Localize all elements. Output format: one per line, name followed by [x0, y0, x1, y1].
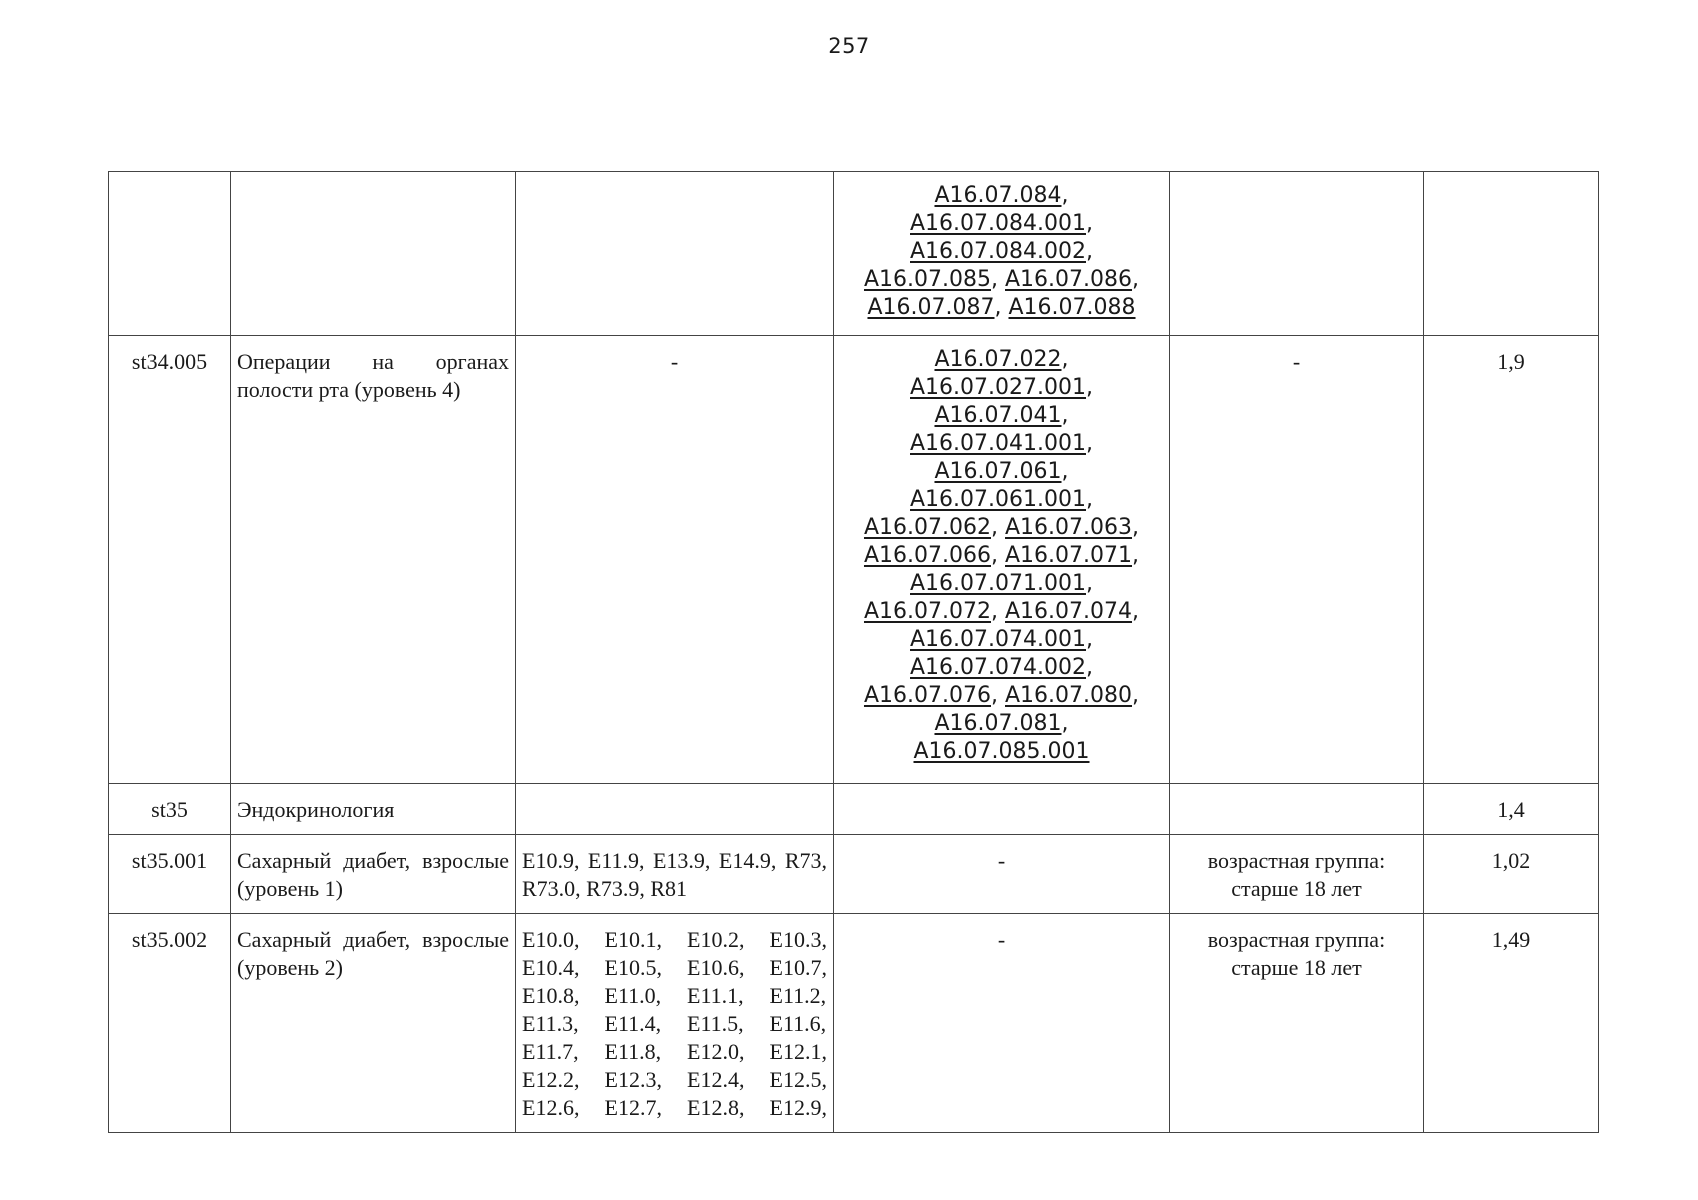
diagnosis-code: E11.0,	[604, 983, 662, 1008]
cell-services	[834, 336, 1170, 784]
cell-diagnoses	[516, 172, 834, 336]
diagnosis-code: E11.6,	[769, 1011, 827, 1036]
diagnosis-code: E10.8,	[522, 983, 580, 1008]
cell-services: -	[834, 835, 1170, 914]
diagnosis-code: E12.2,	[522, 1067, 580, 1092]
service-code-link[interactable]: A16.07.085	[863, 267, 991, 292]
diagnosis-code: E12.3,	[604, 1067, 662, 1092]
services-line: A16.07.041.001,	[910, 431, 1093, 456]
cell-diagnoses: -	[516, 336, 834, 784]
table-row	[109, 336, 1599, 784]
diagnosis-code: E11.1,	[687, 983, 744, 1008]
services-line: A16.07.066, A16.07.071,	[863, 543, 1140, 568]
service-code-link[interactable]: A16.07.084.001	[910, 211, 1086, 236]
service-code-link[interactable]: A16.07.074.001	[910, 627, 1086, 652]
services-line: A16.07.087, A16.07.088	[867, 295, 1136, 320]
cell-other: возрастная группа: старше 18 лет	[1170, 914, 1424, 1133]
cell-coef	[1424, 172, 1599, 336]
service-code-link[interactable]: A16.07.084	[934, 183, 1062, 208]
diagnosis-code: E12.0,	[687, 1039, 745, 1064]
service-code-link[interactable]: A16.07.071.001	[910, 571, 1086, 596]
cell-diagnoses	[516, 784, 834, 835]
table-row	[109, 172, 1599, 336]
services-line: A16.07.084.002,	[910, 239, 1093, 264]
diagnosis-code: E11.2,	[769, 983, 827, 1008]
services-line: A16.07.074.002,	[910, 655, 1093, 680]
services-line: A16.07.061,	[934, 459, 1069, 484]
cell-code: st35	[109, 784, 231, 835]
services-line: A16.07.027.001,	[910, 375, 1093, 400]
cell-other	[1170, 784, 1424, 835]
diagnosis-code: E12.1,	[769, 1039, 827, 1064]
service-code-link[interactable]: A16.07.087	[867, 295, 995, 320]
services-list	[840, 182, 1163, 322]
services-line: A16.07.084,	[934, 183, 1069, 208]
page-number: 257	[828, 34, 870, 58]
services-line: A16.07.041,	[934, 403, 1069, 428]
diagnosis-code: E11.3,	[522, 1011, 579, 1036]
cell-diagnoses: E10.9, E11.9, E13.9, E14.9, R73, R73.0, R73.9, R81	[516, 835, 834, 914]
service-code-link[interactable]: A16.07.022	[934, 347, 1062, 372]
diagnosis-code: E12.8,	[687, 1095, 745, 1120]
service-code-link[interactable]: A16.07.062	[863, 515, 991, 540]
cell-diagnoses	[516, 914, 834, 1133]
diagnosis-code: E10.5,	[604, 955, 662, 980]
diagnosis-code: E12.7,	[604, 1095, 662, 1120]
cell-coef: 1,4	[1424, 784, 1599, 835]
service-code-link[interactable]: A16.07.061.001	[910, 487, 1086, 512]
diagnosis-code: E11.7,	[522, 1039, 579, 1064]
service-code-link[interactable]: A16.07.080	[1005, 683, 1133, 708]
table-row	[109, 835, 1599, 914]
services-line: A16.07.022,	[934, 347, 1069, 372]
service-code-link[interactable]: A16.07.027.001	[910, 375, 1086, 400]
cell-other	[1170, 172, 1424, 336]
services-line: A16.07.074.001,	[910, 627, 1093, 652]
cell-name: Эндокринология	[231, 784, 516, 835]
diagnoses-grid	[522, 926, 827, 1122]
diagnosis-code: E12.9,	[769, 1095, 827, 1120]
diagnosis-code: E10.6,	[687, 955, 745, 980]
diagnosis-code: E10.7,	[769, 955, 827, 980]
service-code-link[interactable]: A16.07.086	[1005, 267, 1133, 292]
cell-name	[231, 172, 516, 336]
cell-code: st35.002	[109, 914, 231, 1133]
service-code-link[interactable]: A16.07.041.001	[910, 431, 1086, 456]
services-line: A16.07.072, A16.07.074,	[863, 599, 1140, 624]
diagnosis-code: E11.5,	[687, 1011, 744, 1036]
diagnosis-code: E12.6,	[522, 1095, 580, 1120]
cell-coef: 1,49	[1424, 914, 1599, 1133]
cell-name: Сахарный диабет, взрослые (уровень 1)	[231, 835, 516, 914]
diagnosis-code: E11.8,	[604, 1039, 662, 1064]
service-code-link[interactable]: A16.07.066	[863, 543, 991, 568]
cell-code: st34.005	[109, 336, 231, 784]
cell-coef: 1,02	[1424, 835, 1599, 914]
service-code-link[interactable]: A16.07.072	[863, 599, 991, 624]
services-line: A16.07.062, A16.07.063,	[863, 515, 1140, 540]
services-line: A16.07.076, A16.07.080,	[863, 683, 1140, 708]
diagnosis-code: E10.4,	[522, 955, 580, 980]
cell-services	[834, 172, 1170, 336]
service-code-link[interactable]: A16.07.076	[863, 683, 991, 708]
service-code-link[interactable]: A16.07.071	[1005, 543, 1133, 568]
tariff-table	[108, 171, 1599, 1133]
diagnosis-code: E10.3,	[769, 927, 827, 952]
cell-other: возрастная группа: старше 18 лет	[1170, 835, 1424, 914]
services-line: A16.07.084.001,	[910, 211, 1093, 236]
service-code-link[interactable]: A16.07.085.001	[913, 739, 1090, 764]
services-line: A16.07.081,	[934, 711, 1069, 736]
services-line	[840, 738, 1163, 766]
cell-other: -	[1170, 336, 1424, 784]
service-code-link[interactable]: A16.07.063	[1005, 515, 1133, 540]
cell-services: -	[834, 914, 1170, 1133]
diagnosis-code: E12.5,	[769, 1067, 827, 1092]
service-code-link[interactable]: A16.07.061	[934, 459, 1062, 484]
service-code-link[interactable]: A16.07.041	[934, 403, 1062, 428]
service-code-link[interactable]: A16.07.088	[1008, 295, 1136, 320]
diagnosis-code: E11.4,	[604, 1011, 662, 1036]
service-code-link[interactable]: A16.07.074	[1005, 599, 1133, 624]
cell-code	[109, 172, 231, 336]
services-list	[840, 346, 1163, 766]
diagnosis-code: E10.2,	[687, 927, 745, 952]
cell-services	[834, 784, 1170, 835]
services-line: A16.07.085, A16.07.086,	[863, 267, 1140, 292]
service-code-link[interactable]: A16.07.081	[934, 711, 1062, 736]
cell-name: Сахарный диабет, взрослые (уровень 2)	[231, 914, 516, 1133]
service-code-link[interactable]: A16.07.084.002	[910, 239, 1086, 264]
table-row	[109, 784, 1599, 835]
service-code-link[interactable]: A16.07.074.002	[910, 655, 1086, 680]
diagnosis-code: E10.1,	[604, 927, 662, 952]
cell-code: st35.001	[109, 835, 231, 914]
diagnosis-code: E12.4,	[687, 1067, 745, 1092]
services-line: A16.07.071.001,	[910, 571, 1093, 596]
table-row	[109, 914, 1599, 1133]
services-line: A16.07.061.001,	[910, 487, 1093, 512]
cell-name: Операции на органах полости рта (уровень 4)	[231, 336, 516, 784]
diagnosis-code: E10.0,	[522, 927, 580, 952]
cell-coef: 1,9	[1424, 336, 1599, 784]
